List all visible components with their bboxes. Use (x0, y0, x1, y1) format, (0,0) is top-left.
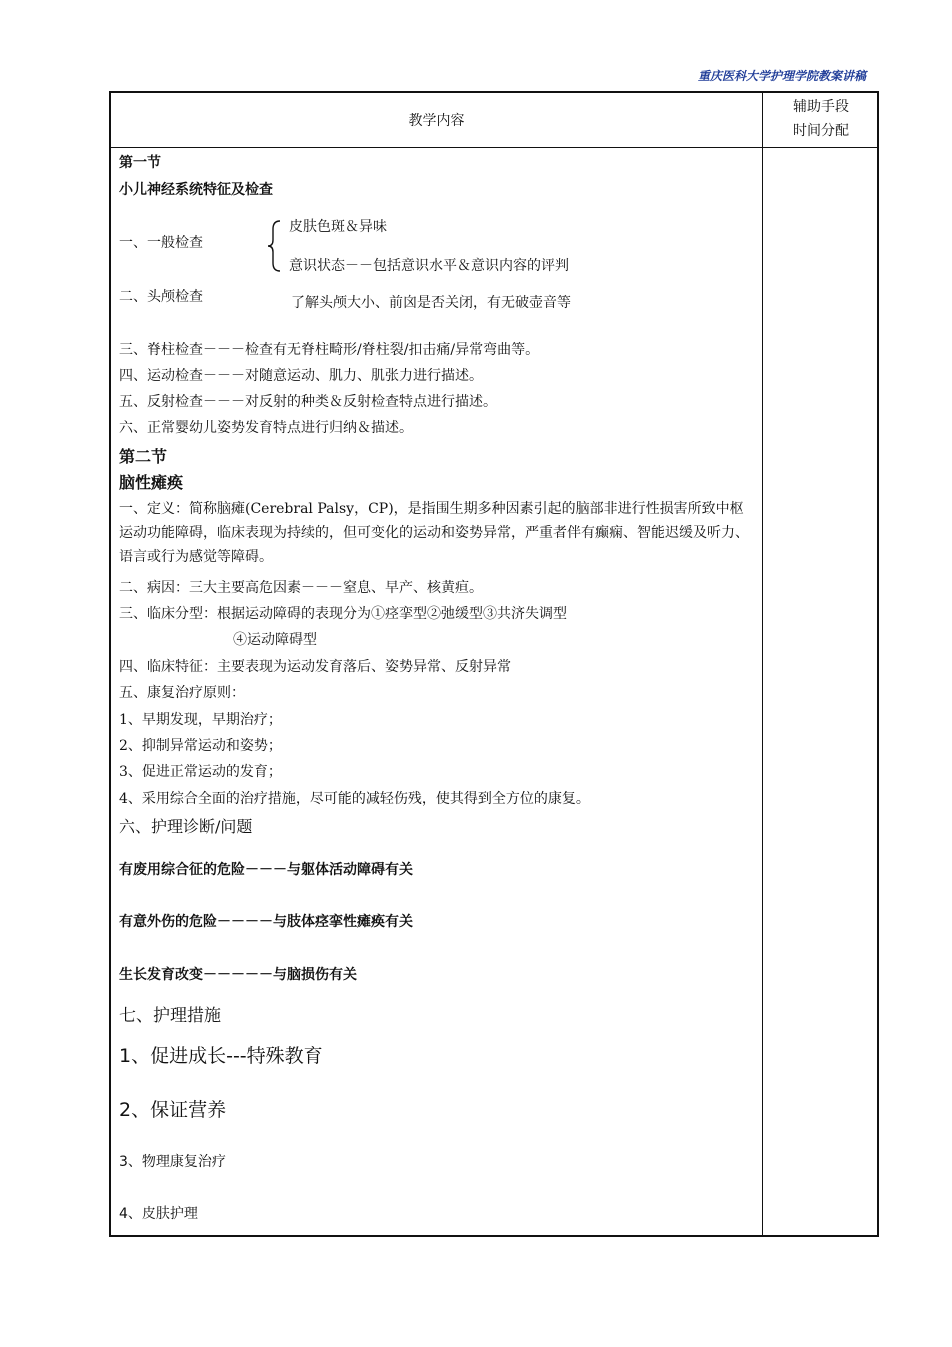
brace-icon (266, 219, 282, 273)
diagnosis-2: 有意外伤的危险－－－－与肢体痉挛性瘫痪有关 (119, 914, 413, 930)
principle-1: 1、早期发现，早期治疗； (119, 712, 282, 728)
section2-title: 脑性瘫痪 (119, 473, 184, 492)
cp-features: 四、临床特征：主要表现为运动发育落后、姿势异常、反射异常 (119, 659, 511, 675)
diagnosis-1: 有废用综合征的危险－－－与躯体活动障碍有关 (119, 862, 413, 878)
section2-label: 第二节 (119, 447, 168, 466)
general-exam-sub1: 皮肤色斑＆异味 (289, 219, 387, 235)
general-exam-label: 一、一般检查 (119, 235, 203, 251)
cp-types-line1: 三、临床分型：根据运动障碍的表现分为①痉挛型②弛缓型③共济失调型 (119, 606, 567, 622)
measure-2: 2、保证营养 (119, 1099, 227, 1121)
section1-label: 第一节 (119, 155, 161, 171)
document-header: 重庆医科大学护理学院教案讲稿 (697, 69, 866, 83)
cp-types-line2: ④运动障碍型 (233, 632, 317, 648)
spine-exam: 三、脊柱检查－－－检查有无脊柱畸形/脊柱裂/扣击痛/异常弯曲等。 (119, 342, 540, 358)
nursing-measures-heading: 七、护理措施 (119, 1006, 221, 1026)
section1-title: 小儿神经系统特征及检查 (119, 182, 273, 198)
nursing-diagnosis-heading: 六、护理诊断/问题 (119, 817, 253, 836)
reflex-exam: 五、反射检查－－－对反射的种类＆反射检查特点进行描述。 (119, 394, 497, 410)
teaching-content-header: 教学内容 (408, 113, 465, 129)
lesson-table (109, 91, 879, 1237)
measure-3: 3、物理康复治疗 (119, 1154, 226, 1170)
motor-exam: 四、运动检查－－－对随意运动、肌力、肌张力进行描述。 (119, 368, 483, 384)
aids-label: 辅助手段 (793, 99, 849, 115)
diagnosis-3: 生长发育改变－－－－－与脑损伤有关 (119, 967, 357, 983)
posture-development: 六、正常婴幼儿姿势发育特点进行归纳＆描述。 (119, 420, 413, 436)
head-exam-label: 二、头颅检查 (119, 289, 203, 305)
header-divider (111, 147, 877, 148)
column-divider (762, 93, 763, 1235)
head-exam-desc: 了解头颅大小、前囟是否关闭，有无破壶音等 (291, 295, 571, 311)
principle-2: 2、抑制异常运动和姿势； (119, 738, 282, 754)
cp-definition: 一、定义：简称脑瘫(Cerebral Palsy，CP)，是指围生期多种因素引起的脑部非进行性损害所致中枢运动功能障碍，临床表现为持续的，但可变化的运动和姿势异常，严重者伴有癫痫、智能迟缓及听力、语言或行为感觉等障碍。 (119, 501, 749, 565)
side-column-header (763, 95, 879, 143)
principle-3: 3、促进正常运动的发育； (119, 764, 282, 780)
cp-cause: 二、病因：三大主要高危因素－－－窒息、早产、核黄疸。 (119, 580, 483, 596)
measure-4: 4、皮肤护理 (119, 1206, 198, 1222)
rehab-principles-heading: 五、康复治疗原则： (119, 685, 245, 701)
principle-4: 4、采用综合全面的治疗措施，尽可能的减轻伤残，使其得到全方位的康复。 (119, 791, 590, 807)
time-allocation-label: 时间分配 (793, 123, 849, 139)
measure-1: 1、促进成长---特殊教育 (119, 1045, 323, 1067)
general-exam-sub2: 意识状态－－包括意识水平＆意识内容的评判 (289, 258, 569, 274)
